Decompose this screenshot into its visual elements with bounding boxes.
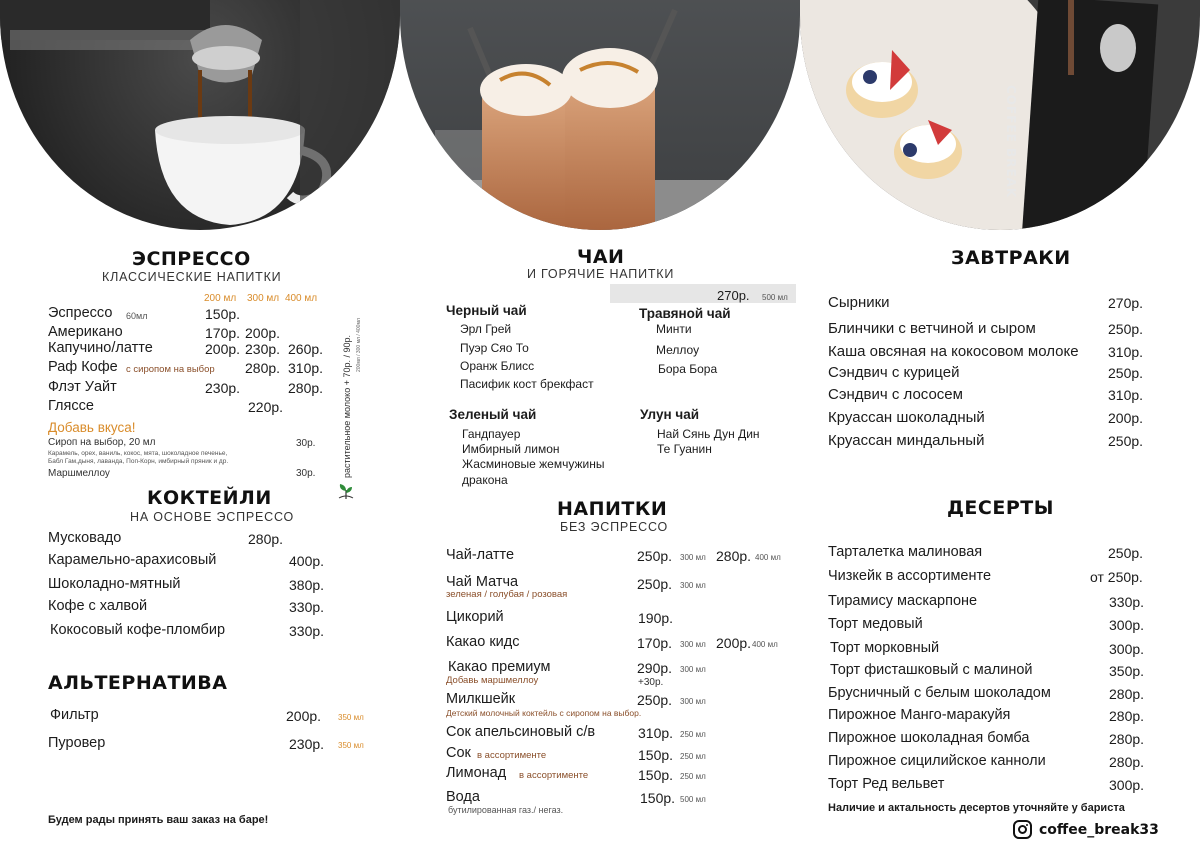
- dessert-price: 280р.: [1109, 686, 1145, 702]
- glace-price: 220р.: [248, 399, 284, 415]
- dessert-price: 280р.: [1109, 731, 1145, 747]
- desserts-photo: [800, 0, 1200, 230]
- drink-name: Сок апельсиновый с/в: [446, 724, 596, 740]
- dessert-name: Пирожное Манго-маракуйя: [828, 707, 1011, 723]
- alternative-title: АЛЬТЕРНАТИВА: [48, 672, 228, 694]
- breakfast-name: Круассан шоколадный: [828, 409, 985, 426]
- dessert-name: Тирамису маскарпоне: [828, 593, 978, 609]
- espresso-title: ЭСПРЕССО: [132, 248, 251, 270]
- drink-size: 250 мл: [680, 752, 706, 761]
- alternative-price: 230р.: [289, 736, 325, 752]
- instagram-handle[interactable]: [1013, 820, 1159, 839]
- dessert-price: от 250р.: [1090, 569, 1143, 585]
- cocktail-name: Кокосовый кофе-пломбир: [50, 622, 226, 638]
- drink-size: 300 мл: [680, 581, 706, 590]
- dessert-name: Пирожное шоколадная бомба: [828, 730, 1030, 746]
- drink-name: Милкшейк: [446, 691, 516, 707]
- brand-napkin-text: COFFEE BREAK: [1004, 85, 1018, 199]
- green-tea-title: Зеленый чай: [449, 407, 537, 422]
- dessert-name: Чизкейк в ассортименте: [828, 568, 992, 584]
- drink-price: 250р.: [637, 576, 673, 592]
- cocktail-name: Шоколадно-мятный: [48, 576, 181, 592]
- raf-name: Раф Кофе: [48, 359, 118, 375]
- tea-item: Пуэр Сяо То: [460, 341, 529, 355]
- americano-price-200: 170р.: [205, 325, 241, 341]
- drink-price: 150р.: [638, 767, 674, 783]
- drink-note: в ассортименте: [477, 750, 547, 761]
- drink-note: Добавь маршмеллоу: [446, 675, 539, 686]
- cocktail-name: Кофе с халвой: [48, 598, 148, 614]
- drink-price: 250р.: [637, 548, 673, 564]
- size-300: 300 мл: [246, 293, 280, 304]
- dessert-name: Тарталетка малиновая: [828, 544, 983, 560]
- instagram-icon: [1013, 820, 1032, 839]
- alternative-name: Пуровер: [48, 735, 106, 751]
- dessert-price: 250р.: [1108, 545, 1144, 561]
- raf-note: с сиропом на выбор: [126, 364, 215, 375]
- dessert-name: Торт морковный: [830, 640, 940, 656]
- espresso-machine-photo: [0, 0, 400, 230]
- breakfast-name: Блинчики с ветчиной и сыром: [828, 320, 1036, 337]
- dessert-price: 280р.: [1109, 754, 1145, 770]
- tea-item: Жасминовые жемчужины: [462, 457, 605, 471]
- tea-item: Меллоу: [656, 343, 700, 357]
- syrup-list-2: Бабл Гам,дыня, лаванда, Поп-Корн, имбирный пряник и др.: [48, 458, 229, 465]
- cocktails-subtitle: НА ОСНОВЕ ЭСПРЕССО: [130, 510, 295, 524]
- alternative-name: Фильтр: [50, 707, 99, 723]
- marshmallow-label: Маршмеллоу: [48, 468, 110, 479]
- breakfast-price: 250р.: [1108, 321, 1144, 337]
- drink-size: 300 мл: [680, 665, 706, 674]
- drink-size: 250 мл: [680, 730, 706, 739]
- breakfast-name: Сэндвич с курицей: [828, 364, 960, 381]
- tea-item: Гандпауер: [462, 427, 521, 441]
- raf-price-400: 310р.: [288, 360, 324, 376]
- breakfast-price: 200р.: [1108, 410, 1144, 426]
- cocktail-price: 330р.: [289, 599, 325, 615]
- drink-size: 300 мл: [680, 640, 706, 649]
- tea-item: Минти: [656, 322, 692, 336]
- drink-size: 500 мл: [680, 795, 706, 804]
- syrup-price: 30р.: [296, 438, 316, 449]
- raf-price-300: 280р.: [245, 360, 281, 376]
- drink-note: в ассортименте: [519, 770, 589, 781]
- dessert-price: 300р.: [1109, 641, 1145, 657]
- instagram-username: coffee_break33: [1039, 821, 1159, 838]
- cappuccino-name: Капучино/латте: [48, 340, 153, 356]
- americano-price-300: 200р.: [245, 325, 281, 341]
- flatwhite-price-200: 230р.: [205, 380, 241, 396]
- glace-name: Гляссе: [48, 398, 94, 414]
- cocktail-name: Карамельно-арахисовый: [48, 552, 217, 568]
- tea-item: Най Сянь Дун Дин: [657, 427, 760, 441]
- tea-item: Бора Бора: [658, 362, 718, 376]
- drinks-subtitle: БЕЗ ЭСПРЕССО: [560, 520, 669, 534]
- tea-item: Пасифик кост брекфаст: [460, 377, 594, 391]
- cappuccino-price-400: 260р.: [288, 341, 324, 357]
- marshmallow-price: 30р.: [296, 468, 316, 479]
- drink-name: Лимонад: [446, 765, 507, 781]
- drink-price: 290р.: [637, 660, 673, 676]
- breakfast-name: Сырники: [828, 294, 890, 311]
- drink-note: зеленая / голубая / розовая: [446, 589, 568, 600]
- drink-name: Какао кидс: [446, 634, 520, 650]
- breakfast-price: 310р.: [1108, 344, 1144, 360]
- cocktail-price: 380р.: [289, 577, 325, 593]
- dessert-price: 300р.: [1109, 777, 1145, 793]
- espresso-item-size: 60мл: [126, 311, 148, 321]
- breakfast-price: 250р.: [1108, 433, 1144, 449]
- tea-item: дракона: [462, 473, 508, 487]
- syrup-list-1: Карамель, орех, ваниль, кокос, мята, шоколадное печенье,: [48, 450, 228, 457]
- tea-price: 270р.: [717, 288, 750, 303]
- oolong-tea-title: Улун чай: [640, 407, 700, 422]
- breakfast-name: Круассан миндальный: [828, 432, 985, 449]
- leaf-icon: [336, 481, 356, 506]
- drink-price-large: 200р.: [716, 635, 752, 651]
- flatwhite-price-400: 280р.: [288, 380, 324, 396]
- drink-size-large: 400 мл: [755, 553, 781, 562]
- cocktail-price: 400р.: [289, 553, 325, 569]
- cocktails-title: КОКТЕЙЛИ: [147, 487, 272, 509]
- drink-size: 300 мл: [680, 553, 706, 562]
- drink-price-large: 280р.: [716, 548, 752, 564]
- drink-name: Цикорий: [446, 609, 504, 625]
- plant-milk-sizes: 200мл / 300 мл / 400мл: [356, 318, 362, 372]
- drink-name: Чай Матча: [446, 574, 519, 590]
- breakfast-name: Каша овсяная на кокосовом молоке: [828, 343, 1079, 360]
- drink-name: Какао премиум: [448, 659, 551, 675]
- tea-subtitle: И ГОРЯЧИЕ НАПИТКИ: [527, 267, 675, 281]
- cocktail-name: Мусковадо: [48, 530, 122, 546]
- cappuccino-price-200: 200р.: [205, 341, 241, 357]
- plant-milk-note: растительное молоко + 70р. / 90р.: [342, 335, 352, 478]
- tea-item: Имбирный лимон: [462, 442, 560, 456]
- breakfast-price: 250р.: [1108, 365, 1144, 381]
- tea-item: Эрл Грей: [460, 322, 512, 336]
- herbal-tea-title: Травяной чай: [639, 306, 731, 321]
- desserts-availability-note: Наличие и актальность десертов уточняйте у бариста: [828, 802, 1125, 814]
- drink-price: 310р.: [638, 725, 674, 741]
- drink-extra-price: +30р.: [638, 677, 664, 688]
- tea-item: Те Гуанин: [657, 442, 712, 456]
- black-tea-title: Черный чай: [446, 303, 527, 318]
- tea-size: 500 мл: [762, 293, 788, 302]
- espresso-subtitle: КЛАССИЧЕСКИЕ НАПИТКИ: [102, 270, 282, 284]
- syrup-label: Сироп на выбор, 20 мл: [48, 437, 156, 448]
- bar-order-note: Будем рады принять ваш заказ на баре!: [48, 814, 269, 826]
- alternative-size: 350 мл: [338, 741, 364, 750]
- drink-note: Детский молочный коктейль с сиропом на выбор.: [446, 708, 642, 718]
- dessert-name: Пирожное сицилийское канноли: [828, 753, 1046, 769]
- alternative-price: 200р.: [286, 708, 322, 724]
- drink-price: 150р.: [638, 747, 674, 763]
- dessert-price: 330р.: [1109, 594, 1145, 610]
- dessert-price: 350р.: [1109, 663, 1145, 679]
- flatwhite-name: Флэт Уайт: [48, 379, 117, 395]
- alternative-size: 350 мл: [338, 713, 364, 722]
- breakfast-price: 310р.: [1108, 387, 1144, 403]
- drink-price: 150р.: [640, 790, 676, 806]
- drink-price: 250р.: [637, 692, 673, 708]
- tea-title: ЧАИ: [577, 246, 625, 268]
- tea-item: Оранж Блисс: [460, 359, 535, 373]
- espresso-item-name: Эспрессо: [48, 305, 113, 321]
- cocktail-price: 330р.: [289, 623, 325, 639]
- drinks-title: НАПИТКИ: [557, 498, 668, 520]
- cocktail-price: 280р.: [248, 531, 284, 547]
- drink-size: 300 мл: [680, 697, 706, 706]
- addons-title: Добавь вкуса!: [48, 420, 136, 435]
- espresso-size-header: [204, 293, 317, 304]
- drink-price: 170р.: [637, 635, 673, 651]
- drink-price: 190р.: [638, 610, 674, 626]
- americano-name: Американо: [48, 324, 123, 340]
- breakfast-name: Сэндвич с лососем: [828, 386, 963, 403]
- drink-name: Сок: [446, 745, 471, 761]
- dessert-name: Брусничный с белым шоколадом: [828, 685, 1051, 701]
- breakfast-title: ЗАВТРАКИ: [951, 247, 1071, 269]
- size-400: 400 мл: [284, 293, 318, 304]
- drink-note: бутилированная газ./ негаз.: [448, 805, 564, 815]
- cappuccino-price-300: 230р.: [245, 341, 281, 357]
- dessert-name: Торт Ред вельвет: [828, 776, 945, 792]
- espresso-price: 150р.: [205, 306, 241, 322]
- drink-name: Чай-латте: [446, 547, 515, 563]
- size-200: 200 мл: [204, 293, 237, 304]
- iced-coffee-photo: [400, 0, 800, 230]
- drink-size: 250 мл: [680, 772, 706, 781]
- dessert-name: Торт медовый: [828, 616, 923, 632]
- drink-name: Вода: [446, 789, 480, 805]
- drink-size-large: 400 мл: [752, 640, 778, 649]
- desserts-title: ДЕСЕРТЫ: [947, 497, 1054, 519]
- breakfast-price: 270р.: [1108, 295, 1144, 311]
- dessert-price: 300р.: [1109, 617, 1145, 633]
- dessert-price: 280р.: [1109, 708, 1145, 724]
- dessert-name: Торт фисташковый с малиной: [830, 662, 1033, 678]
